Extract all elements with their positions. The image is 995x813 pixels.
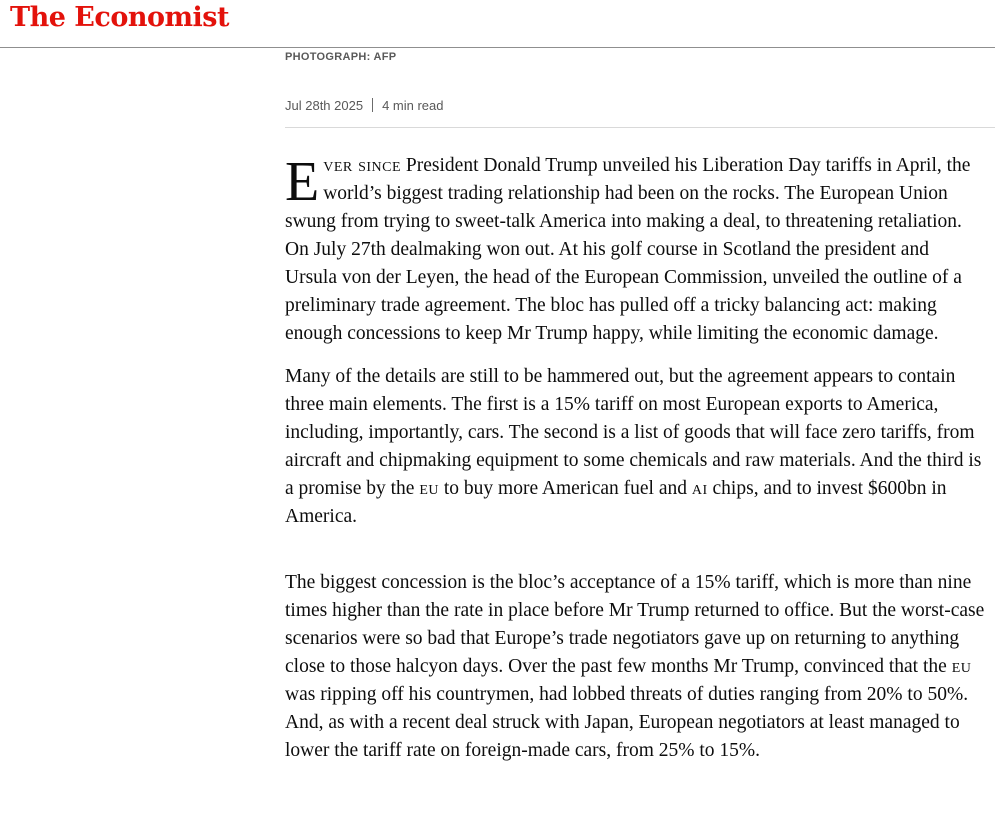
meta-divider xyxy=(285,127,995,128)
publish-date: Jul 28th 2025 xyxy=(285,97,364,113)
article-paragraph-2 xyxy=(285,363,985,531)
article-column xyxy=(285,48,985,765)
paragraph-2-text-b: to buy more American fuel and xyxy=(438,478,692,499)
abbr-ai: ai xyxy=(691,478,708,499)
paragraph-2-text-a: Many of the details are still to be hammered out, but the agreement appears to contain three main elements. The first is a 15% tariff on most European exports to America, including, importantly, cars. The second is a list of goods that will face zero tariffs, from aircraft and chipmaking equipment to some chemicals and raw materials. And the third is a promise by the xyxy=(285,366,982,499)
article-paragraph-1 xyxy=(285,152,985,348)
masthead xyxy=(0,0,995,48)
meta-separator xyxy=(372,98,373,112)
photo-credit: PHOTOGRAPH: AFP xyxy=(285,51,397,63)
abbr-eu: eu xyxy=(419,478,439,499)
lead-in-smallcaps: ver since xyxy=(323,155,402,176)
article-paragraph-3 xyxy=(285,569,985,765)
read-time: 4 min read xyxy=(382,97,444,113)
economist-logo[interactable]: The Economist xyxy=(10,2,229,33)
paragraph-2-text-c: chips, and to invest $600bn in America. xyxy=(285,478,947,527)
paragraph-3-text-a: The biggest concession is the bloc’s acceptance of a 15% tariff, which is more than nine times higher than the rate in place before Mr Trump returned to office. But the worst-case scenarios were so bad that Europe’s trade negotiators gave up on returning to anything close to those halcyon days. Over the past few months Mr Trump, convinced that the xyxy=(285,572,985,677)
drop-cap: E xyxy=(285,151,320,213)
paragraph-3-text-b: was ripping off his countrymen, had lobbed threats of duties ranging from 20% to 50%. And, as with a recent deal struck with Japan, European negotiators at least managed to lower the tariff rate on foreign-made cars, from 25% to 15%. xyxy=(285,684,969,761)
abbr-eu: eu xyxy=(951,656,972,677)
article-meta xyxy=(285,97,985,113)
paragraph-1-text: President Donald Trump unveiled his Liberation Day tariffs in April, the world’s biggest trading relationship had been on the rocks. The European Union swung from trying to sweet-talk America into making a deal, to threatening retaliation. On July 27th dealmaking won out. At his golf course in Scotland the president and Ursula von der Leyen, the head of the European Commission, unveiled the outline of a preliminary trade agreement. The bloc has pulled off a tricky balancing act: making enough concessions to keep Mr Trump happy, while limiting the economic damage. xyxy=(285,155,971,344)
